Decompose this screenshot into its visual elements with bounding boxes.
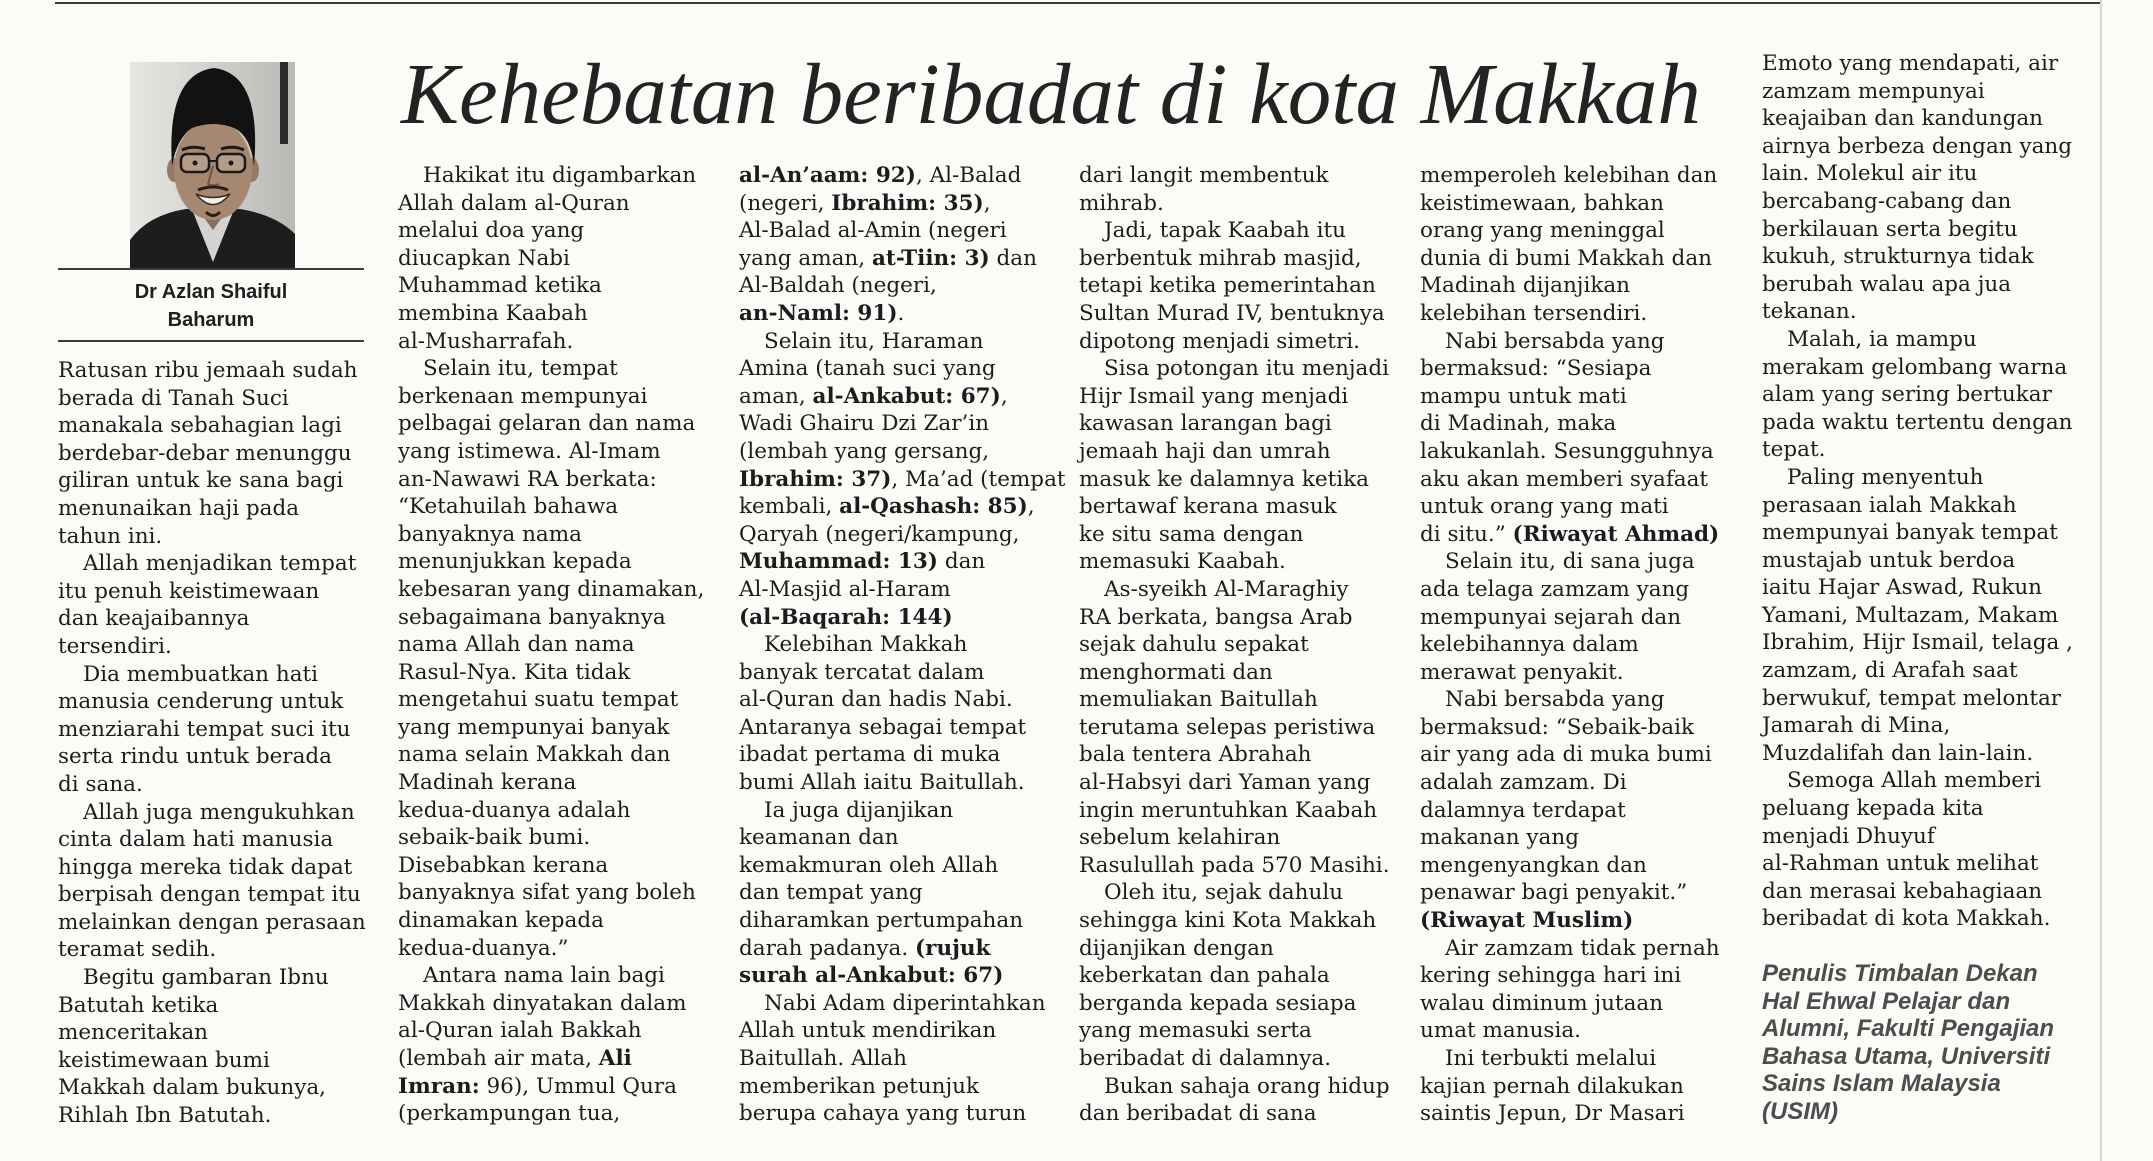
text-line: dan tempat yang — [739, 880, 923, 906]
text-line: sebelum kelahiran — [1079, 825, 1281, 851]
text-line — [739, 190, 1049, 218]
text-line: kedua-duanya adalah — [398, 797, 631, 823]
text-line: Ibrahim, Hijr Ismail, telaga , — [1762, 630, 2073, 656]
paragraph — [739, 162, 1049, 328]
bold-citation: surah al-Ankabut: 67) — [739, 963, 1004, 989]
text-line: Dia membuatkan hati — [83, 661, 319, 687]
paragraph — [739, 631, 1049, 797]
text-line: Madinah dijanjikan — [1420, 273, 1631, 299]
text-line: Wadi Ghairu Dzi Zar’in — [739, 411, 990, 437]
text-line: masuk ke dalamnya ketika — [1079, 466, 1369, 492]
author-note-line: (USIM) — [1762, 1097, 1838, 1125]
text-line: keamanan dan — [739, 825, 899, 851]
text-line: pada waktu tertentu dengan — [1762, 409, 2073, 435]
author-name-line1: Dr Azlan Shaiful — [134, 281, 288, 303]
text-line: al-Quran dan hadis Nabi. — [739, 687, 1013, 713]
text-line: peluang kepada kita — [1762, 796, 1984, 822]
paragraph — [1762, 326, 2072, 464]
text-line: Sultan Murad IV, bentuknya — [1079, 300, 1385, 326]
text-line: cinta dalam hati manusia — [58, 827, 334, 853]
text-line: keistimewaan bumi — [58, 1047, 270, 1073]
text-line: (lembah yang gersang, — [739, 438, 990, 464]
text-line: bertawaf kerana masuk — [1079, 494, 1337, 520]
text-line: bermaksud: “Sesiapa — [1420, 356, 1652, 382]
text-line: Jadi, tapak Kaabah itu — [1104, 218, 1346, 244]
text-line: Al-Balad al-Amin (negeri — [739, 218, 1007, 244]
text-line: Nabi bersabda yang — [1445, 687, 1665, 713]
text-line: Makkah dinyatakan dalam — [398, 990, 687, 1016]
text-line: dipotong menjadi simetri. — [1079, 328, 1360, 354]
text-line: zamzam, di Arafah saat — [1762, 658, 2018, 684]
text-line: nama selain Makkah dan — [398, 742, 671, 768]
text-line: diucapkan Nabi — [398, 245, 570, 271]
author-note-line: Sains Islam Malaysia — [1762, 1070, 2001, 1098]
text-line: berbentuk mihrab masjid, — [1079, 245, 1362, 271]
text-line: dan merasai kebahagiaan — [1762, 878, 2043, 904]
text-line: al-Musharrafah. — [398, 328, 574, 354]
bold-citation: al-An’aam: 92) — [739, 163, 916, 188]
paragraph — [1420, 1045, 1730, 1128]
text-line: bermaksud: “Sebaik-baik — [1420, 714, 1695, 740]
author-byline — [58, 279, 364, 334]
text-run: (lembah air mata, — [398, 1046, 599, 1071]
text-line: bala tentera Abrahah — [1079, 742, 1312, 768]
text-line: Jamarah di Mina, — [1762, 713, 1951, 739]
text-line: manusia cenderung untuk — [58, 689, 344, 715]
text-line: Sisa potongan itu menjadi — [1104, 356, 1389, 382]
text-line: teramat sedih. — [58, 937, 217, 963]
bold-citation: Ali — [598, 1046, 632, 1071]
text-line — [398, 1073, 708, 1101]
text-line: untuk orang yang mati — [1420, 494, 1669, 520]
text-line: (perkampungan tua, — [398, 1101, 621, 1127]
text-line: keistimewaan, bahkan — [1420, 190, 1664, 216]
text-line: lain. Molekul air itu — [1762, 161, 1978, 187]
bold-citation: (al-Baqarah: 144) — [739, 604, 953, 630]
author-note-line: Bahasa Utama, Universiti — [1762, 1042, 2051, 1070]
text-run: aman, — [739, 383, 813, 409]
text-line: nama Allah dan nama — [398, 632, 635, 658]
paragraph — [58, 357, 368, 550]
text-line: Selain itu, di sana juga — [1445, 549, 1695, 575]
bold-citation: Ibrahim: 37) — [739, 466, 892, 492]
paragraph — [1420, 935, 1730, 1045]
text-run: , Ma’ad (tempat — [891, 466, 1066, 492]
text-line — [739, 962, 1049, 990]
text-line: Muhammad ketika — [398, 273, 602, 299]
paragraph — [1079, 217, 1389, 355]
text-line: an-Nawawi RA berkata: — [398, 466, 657, 492]
text-line: penawar bagi penyakit.” — [1420, 880, 1688, 906]
text-line: Yamani, Multazam, Makam — [1762, 602, 2059, 628]
text-run: di situ.” — [1420, 521, 1513, 547]
text-line: Qaryah (negeri/kampung, — [739, 521, 1020, 547]
text-line: banyaknya nama — [398, 521, 582, 547]
text-line — [739, 548, 1049, 576]
text-line: Emoto yang mendapati, air — [1762, 51, 2059, 76]
text-line: iaitu Hajar Aswad, Rukun — [1762, 575, 2043, 601]
text-line: terutama selepas peristiwa — [1079, 714, 1376, 740]
text-line: Semoga Allah memberi — [1787, 768, 2042, 794]
text-line: Air zamzam tidak pernah — [1445, 935, 1720, 961]
text-run: dan — [937, 549, 986, 575]
text-line: memasuki Kaabah. — [1079, 549, 1286, 575]
text-run: , — [1027, 494, 1035, 520]
text-line: dan keajaibannya — [58, 606, 250, 632]
author-note-line: Hal Ehwal Pelajar dan — [1762, 987, 2011, 1015]
text-line: sejak dahulu sepakat — [1079, 632, 1309, 658]
text-line: ada telaga zamzam yang — [1420, 576, 1690, 602]
text-line — [739, 383, 1049, 411]
text-line: giliran untuk ke sana bagi — [58, 468, 344, 494]
text-line: lakukanlah. Sesungguhnya — [1420, 438, 1714, 464]
text-line: Malah, ia mampu — [1787, 326, 1977, 352]
paragraph — [739, 990, 1049, 1128]
bold-citation: at-Tiin: 3) — [871, 245, 990, 271]
text-line: saintis Jepun, Dr Masari — [1420, 1101, 1685, 1127]
text-line: Allah menjadikan tempat — [83, 551, 357, 577]
text-line: sebagaimana banyaknya — [398, 604, 666, 630]
paragraph — [1762, 50, 2072, 326]
text-line: Baitullah. Allah — [739, 1046, 908, 1071]
text-line: ibadat pertama di muka — [739, 742, 1001, 768]
paragraph — [58, 550, 368, 660]
text-line: jemaah haji dan umrah — [1079, 438, 1331, 464]
text-line: As-syeikh Al-Maraghiy — [1104, 576, 1349, 602]
text-line: kelebihannya dalam — [1420, 632, 1639, 658]
text-line: yang memasuki serta — [1079, 1018, 1312, 1044]
text-line: al-Quran ialah Bakkah — [398, 1018, 642, 1044]
text-line: tepat. — [1762, 437, 1826, 463]
text-line: Al-Baldah (negeri, — [739, 273, 937, 299]
text-line: Rasul-Nya. Kita tidak — [398, 659, 631, 685]
text-run: dan — [989, 245, 1037, 271]
paragraph — [1420, 548, 1730, 686]
paragraph — [1762, 464, 2072, 768]
paragraph — [1420, 328, 1730, 549]
text-line: kedua-duanya.” — [398, 935, 569, 961]
text-line — [398, 1045, 708, 1073]
text-line: mempunyai sejarah dan — [1420, 604, 1682, 630]
text-line: adalah zamzam. Di — [1420, 770, 1627, 796]
text-line: bercabang-cabang dan — [1762, 188, 2012, 214]
text-line: beribadat di dalamnya. — [1079, 1046, 1332, 1071]
paragraph — [58, 964, 368, 1130]
text-line: merawat penyakit. — [1420, 659, 1624, 685]
text-line — [739, 935, 1049, 963]
text-line: orang yang meninggal — [1420, 218, 1665, 244]
text-line: ke situ sama dengan — [1079, 521, 1304, 547]
text-line: airnya berbeza dengan yang — [1762, 133, 2073, 159]
text-line: keberkatan dan pahala — [1079, 963, 1330, 989]
text-line: ingin meruntuhkan Kaabah — [1079, 797, 1378, 823]
text-line: Hijr Ismail yang menjadi — [1079, 383, 1349, 409]
author-photo — [130, 62, 295, 268]
text-line: Allah untuk mendirikan — [739, 1018, 997, 1044]
text-line: kebesaran yang dinamakan, — [398, 576, 705, 602]
text-line — [739, 493, 1049, 521]
text-run: , Al-Balad — [915, 163, 1022, 188]
text-line: hingga mereka tidak dapat — [58, 854, 353, 880]
text-line: menjadi Dhuyuf — [1762, 823, 1935, 849]
text-line: memberikan petunjuk — [739, 1073, 980, 1099]
paragraph — [1079, 1073, 1389, 1128]
text-line: Antaranya sebagai tempat — [739, 714, 1027, 740]
text-line: Bukan sahaja orang hidup — [1104, 1073, 1390, 1099]
text-line: sehingga kini Kota Makkah — [1079, 908, 1377, 934]
paragraph — [1079, 355, 1389, 576]
text-line: yang istimewa. Al-Imam — [398, 438, 661, 464]
text-line: Nabi bersabda yang — [1445, 328, 1665, 354]
paragraph — [739, 797, 1049, 990]
text-run: darah padanya. — [739, 935, 915, 961]
text-line: dunia di bumi Makkah dan — [1420, 245, 1712, 271]
paragraph — [739, 328, 1066, 632]
text-line: “Ketahuilah bahawa — [398, 494, 619, 520]
text-line: berkenaan mempunyai — [398, 383, 648, 409]
text-line: berada di Tanah Suci — [58, 385, 289, 411]
text-line: berupa cahaya yang turun — [739, 1101, 1027, 1127]
text-line — [739, 466, 1066, 494]
text-line: kajian pernah dilakukan — [1420, 1073, 1684, 1099]
text-line: Makkah dalam bukunya, — [58, 1075, 327, 1101]
text-line: kawasan larangan bagi — [1079, 411, 1332, 437]
text-line — [1420, 907, 1730, 935]
text-line: dalamnya terdapat — [1420, 797, 1626, 823]
text-line: menunaikan haji pada — [58, 495, 300, 521]
top-border-rule — [55, 2, 2100, 4]
text-line: manakala sebahagian lagi — [58, 413, 342, 439]
text-line: mempunyai banyak tempat — [1762, 520, 2058, 546]
text-line: RA berkata, bangsa Arab — [1079, 604, 1353, 630]
text-line: berdebar-debar menunggu — [58, 440, 352, 466]
text-line: membina Kaabah — [398, 300, 588, 326]
bold-citation: (Riwayat Muslim) — [1420, 908, 1634, 934]
text-line: Ratusan ribu jemaah sudah — [58, 358, 358, 383]
paragraph — [398, 162, 708, 355]
text-line: Muzdalifah dan lain-lain. — [1762, 740, 2034, 766]
paragraph — [58, 799, 368, 965]
text-line: Ia juga dijanjikan — [764, 797, 954, 823]
paragraph — [1420, 162, 1730, 328]
text-line: mengetahui suatu tempat — [398, 687, 679, 713]
text-line: alam yang sering bertukar — [1762, 382, 2052, 408]
bold-citation: Imran: — [398, 1073, 480, 1099]
bold-citation: al-Ankabut: 67) — [812, 383, 1001, 409]
text-line — [739, 162, 1049, 190]
text-line: makanan yang — [1420, 825, 1579, 851]
text-line: umat manusia. — [1420, 1018, 1581, 1044]
article-headline: Kehebatan beribadat di kota Makkah — [401, 45, 1701, 142]
text-line: menunjukkan kepada — [398, 549, 632, 575]
text-run: . — [897, 300, 905, 326]
text-line: kukuh, strukturnya tidak — [1762, 244, 2034, 270]
text-line: itu penuh keistimewaan — [58, 578, 320, 604]
text-line: Nabi Adam diperintahkan — [764, 990, 1046, 1016]
text-line: Hakikat itu digambarkan — [423, 163, 697, 188]
page-edge-line — [2100, 0, 2102, 1161]
text-line: yang mempunyai banyak — [398, 714, 670, 740]
text-line: Allah dalam al-Quran — [398, 190, 630, 216]
text-line: Al-Masjid al-Haram — [739, 576, 951, 602]
bold-citation: al-Qashash: 85) — [839, 494, 1028, 520]
text-line: mampu untuk mati — [1420, 383, 1627, 409]
bold-citation: an-Naml: 91) — [739, 300, 898, 326]
text-run: kembali, — [739, 494, 840, 520]
paragraph — [1079, 879, 1389, 1072]
text-line: Rihlah Ibn Batutah. — [58, 1103, 272, 1129]
text-line: bumi Allah iaitu Baitullah. — [739, 770, 1025, 796]
text-line: Amina (tanah suci yang — [739, 356, 996, 382]
paragraph — [1420, 686, 1730, 934]
text-line: Ini terbukti melalui — [1445, 1046, 1657, 1071]
text-line: menghormati dan — [1079, 659, 1273, 685]
text-line: al-Rahman untuk melihat — [1762, 851, 2039, 877]
text-run: , — [983, 190, 991, 216]
paragraph — [398, 962, 708, 1128]
text-line: dinamakan kepada — [398, 908, 604, 934]
text-line: tahun ini. — [58, 523, 163, 549]
text-line: Selain itu, tempat — [423, 356, 618, 382]
text-line: di Madinah, maka — [1420, 411, 1617, 437]
text-line: tetapi ketika pemerintahan — [1079, 273, 1376, 299]
text-line: menziarahi tempat suci itu — [58, 716, 351, 742]
text-line: dari langit membentuk — [1079, 163, 1329, 188]
text-line: diharamkan pertumpahan — [739, 908, 1024, 934]
text-line: Kelebihan Makkah — [764, 632, 968, 658]
article-column-3 — [739, 162, 1066, 1128]
text-line: serta rindu untuk berada — [58, 744, 332, 770]
text-line: dan beribadat di sana — [1079, 1101, 1317, 1127]
bold-citation: Ibrahim: 35) — [831, 190, 984, 216]
text-line: banyak tercatat dalam — [739, 659, 985, 685]
bold-citation: Muhammad: 13) — [739, 549, 938, 575]
text-line: sebaik-baik bumi. — [398, 825, 591, 851]
text-line: berganda kepada sesiapa — [1079, 990, 1357, 1016]
text-line: di sana. — [58, 771, 143, 797]
paragraph — [1762, 767, 2072, 933]
paragraph — [1079, 576, 1389, 880]
text-line — [739, 604, 1049, 632]
text-line: Madinah kerana — [398, 770, 577, 796]
text-line — [739, 245, 1049, 273]
text-line: Paling menyentuh — [1787, 464, 1984, 490]
article-column-2 — [398, 162, 708, 1128]
text-line: kemakmuran oleh Allah — [739, 852, 999, 878]
text-line: aku akan memberi syafaat — [1420, 466, 1709, 492]
text-line: zamzam mempunyai — [1762, 78, 1985, 104]
author-note — [1762, 960, 2054, 1126]
text-run: yang aman, — [739, 245, 872, 271]
text-line: Disebabkan kerana — [398, 852, 609, 878]
text-line: dijanjikan dengan — [1079, 935, 1274, 961]
text-line: Batutah ketika — [58, 992, 219, 1018]
text-line: perasaan ialah Makkah — [1762, 492, 2017, 518]
text-line: mengenyangkan dan — [1420, 852, 1647, 878]
text-line: memuliakan Baitullah — [1079, 687, 1318, 713]
author-note-line: Alumni, Fakulti Pengajian — [1762, 1015, 2055, 1043]
text-line: Allah juga mengukuhkan — [83, 799, 355, 825]
article-column-1 — [58, 357, 368, 1130]
text-line: Begitu gambaran Ibnu — [83, 965, 329, 991]
author-portrait-image — [130, 62, 295, 268]
author-name-line2: Baharum — [167, 308, 255, 331]
text-line — [739, 300, 1049, 328]
text-line — [1420, 521, 1730, 549]
text-line: merakam gelombang warna — [1762, 354, 2068, 380]
text-line: memperoleh kelebihan dan — [1420, 163, 1718, 188]
text-line: banyaknya sifat yang boleh — [398, 880, 696, 906]
text-line: al-Habsyi dari Yaman yang — [1079, 770, 1371, 796]
text-line: Rasulullah pada 570 Masihi. — [1079, 852, 1390, 878]
article-column-5 — [1420, 162, 1730, 1128]
article-column-6 — [1762, 50, 2072, 933]
text-line: pelbagai gelaran dan nama — [398, 411, 696, 437]
text-line: Oleh itu, sejak dahulu — [1104, 880, 1344, 906]
paragraph — [58, 661, 368, 799]
text-run: (negeri, — [739, 190, 832, 216]
text-line: Antara nama lain bagi — [423, 963, 665, 989]
text-line: berpisah dengan tempat itu — [58, 882, 361, 908]
paragraph — [398, 355, 708, 962]
text-line: menceritakan — [58, 1020, 209, 1046]
text-line: tekanan. — [1762, 299, 1857, 325]
text-line: mihrab. — [1079, 190, 1164, 216]
bold-citation: (Riwayat Ahmad) — [1512, 521, 1720, 547]
text-line: tersendiri. — [58, 633, 172, 659]
article-column-4 — [1079, 162, 1389, 1128]
text-line: melalui doa yang — [398, 218, 585, 244]
text-line: Selain itu, Haraman — [764, 328, 984, 354]
text-line: walau diminum jutaan — [1420, 990, 1664, 1016]
text-line: berubah walau apa jua — [1762, 271, 2012, 297]
text-line: keajaiban dan kandungan — [1762, 106, 2044, 132]
text-run: 96), Ummul Qura — [479, 1073, 677, 1099]
author-rule-top — [58, 268, 364, 270]
text-line: berkilauan serta begitu — [1762, 216, 2018, 242]
text-line: beribadat di kota Makkah. — [1762, 906, 2051, 932]
paragraph — [1079, 162, 1389, 217]
text-line: air yang ada di muka bumi — [1420, 742, 1712, 768]
author-note-line: Penulis Timbalan Dekan — [1762, 960, 2038, 987]
text-line: kering sehingga hari ini — [1420, 963, 1682, 989]
author-rule-bottom — [58, 340, 364, 342]
text-run: , — [1000, 383, 1008, 409]
text-line: melainkan dengan perasaan — [58, 909, 366, 935]
text-line: kelebihan tersendiri. — [1420, 300, 1648, 326]
text-line: berwukuf, tempat melontar — [1762, 685, 2062, 711]
text-line: mustajab untuk berdoa — [1762, 547, 2016, 573]
bold-citation: (rujuk — [915, 935, 991, 961]
